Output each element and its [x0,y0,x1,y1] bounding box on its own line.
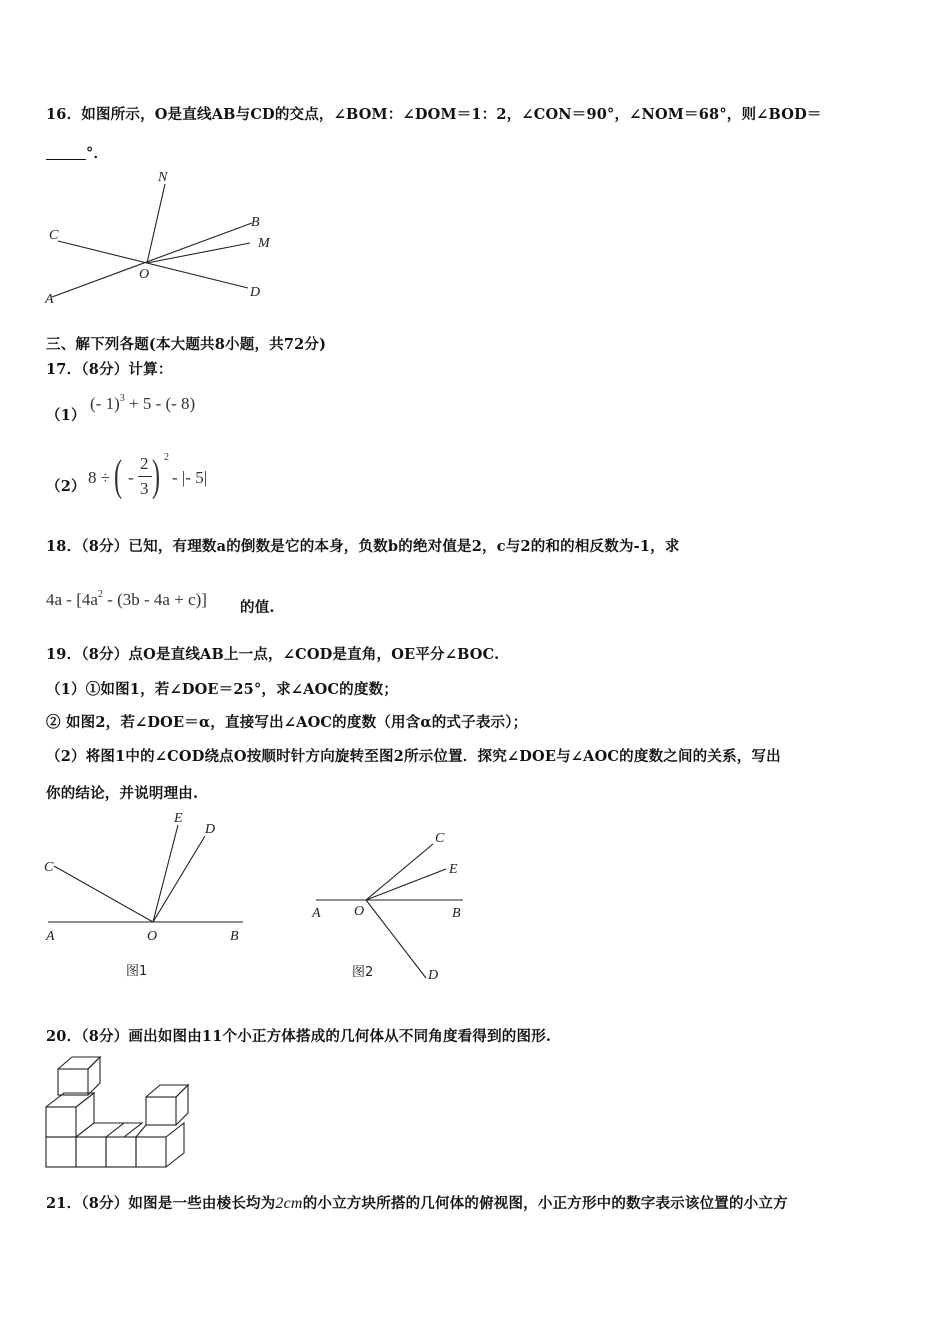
q19-line2: （1）①如图1，若∠DOE＝25°，求∠AOC的度数； [46,681,398,698]
q17-p2-lparen: ( [114,451,123,500]
ray-oc [366,844,433,900]
ray-od [366,900,426,978]
label-a: A [45,292,54,307]
q17-p2-exp: 2 [164,452,169,463]
q16-text [46,103,822,124]
q18-expr [46,589,207,610]
label-a: A [312,906,321,921]
label-e: E [449,862,458,877]
q17-p1-exp: 3 [119,393,125,404]
q19-line4: （2）将图1中的∠COD绕点O按顺时针方向旋转至图2所示位置．探究∠DOE与∠AOC的度数之间的关系，写出 [46,748,781,765]
caption-fig1: 图1 [126,964,148,979]
q17-part1-label: （1） [46,407,86,424]
q21-text-b: 的小立方块所搭的几何体的俯视图，小正方形中的数字表示该位置的小立方 [302,1195,788,1212]
q18-text: 18．（8分）已知，有理数a的倒数是它的本身，负数b的绝对值是2，c与2的和的相反数为-1，求 [46,538,680,555]
q17-part1-expr [90,393,195,414]
q21-text-a: 21．（8分）如图是一些由棱长均为 [46,1195,276,1212]
q19-figure-1 [40,808,260,988]
label-o: O [147,929,158,944]
ray-on [147,184,165,263]
ray-om [147,243,250,263]
q17-p2-a: 8 ÷ [88,468,111,487]
q20-cube-figure [44,1055,189,1170]
q16-tail: °． [86,145,109,162]
q18-expr-b: - (3b - 4a + c)] [102,590,207,609]
label-o: O [354,904,365,919]
q16-stem: 16．如图所示，O是直线AB与CD的交点，∠BOM：∠DOM＝1：2，∠CON＝90°，∠NOM＝68°，则∠BOD＝ [46,106,822,123]
label-c: C [44,860,54,875]
q18-tail: 的值. [240,599,275,616]
q19-line3: ② 如图2，若∠DOE＝α，直接写出∠AOC的度数（用含α的式子表示）； [46,714,528,731]
label-c: C [49,228,59,243]
ray-od [153,836,205,922]
caption-fig2: 图2 [352,965,374,980]
ray-oc [54,866,153,922]
q17-p2-minus: - [128,468,134,487]
label-d: D [428,968,439,983]
q17-p2-frac-bar [138,476,152,477]
line-cd [58,241,248,288]
q21-text [46,1192,788,1213]
label-o: O [139,267,150,282]
q17-part2-label: （2） [46,478,86,495]
q16-figure [40,165,280,315]
label-d: D [250,285,261,300]
line-ab [52,223,252,297]
label-b: B [230,929,239,944]
label-b: B [452,906,461,921]
q17-head: 17．（8分）计算： [46,361,173,378]
label-d: D [205,822,216,837]
q21-unit: 2cm [275,1195,303,1212]
label-a: A [46,929,55,944]
q17-p2-rparen: ) [152,451,161,500]
q17-p1-a: (- 1) [90,394,120,413]
q19-line5: 你的结论，并说明理由. [46,785,199,802]
q17-p2-b: - |- 5| [172,468,208,487]
q20-text: 20．（8分）画出如图由11个小正方体搭成的几何体从不同角度看得到的图形. [46,1028,552,1045]
q17-p1-b: + 5 - (- 8) [124,394,196,413]
q18-expr-a: 4a - [4a [46,590,98,609]
ray-oe [153,825,178,922]
label-m: M [258,236,270,251]
label-e: E [174,811,183,826]
ray-oe [366,869,446,900]
q16-answer-line [46,142,108,163]
section-title: 三、解下列各题(本大题共8小题，共72分) [46,336,327,353]
q16-blank [46,145,86,160]
q19-figure-2 [308,822,478,987]
q19-line1: 19．（8分）点O是直线AB上一点，∠COD是直角，OE平分∠BOC. [46,646,500,663]
label-c: C [435,831,445,846]
q17-p2-num: 2 [140,454,149,473]
label-b: B [251,215,260,230]
q17-p2-den: 3 [140,479,149,498]
label-n: N [158,170,168,185]
q18-expr-exp: 2 [97,589,103,600]
